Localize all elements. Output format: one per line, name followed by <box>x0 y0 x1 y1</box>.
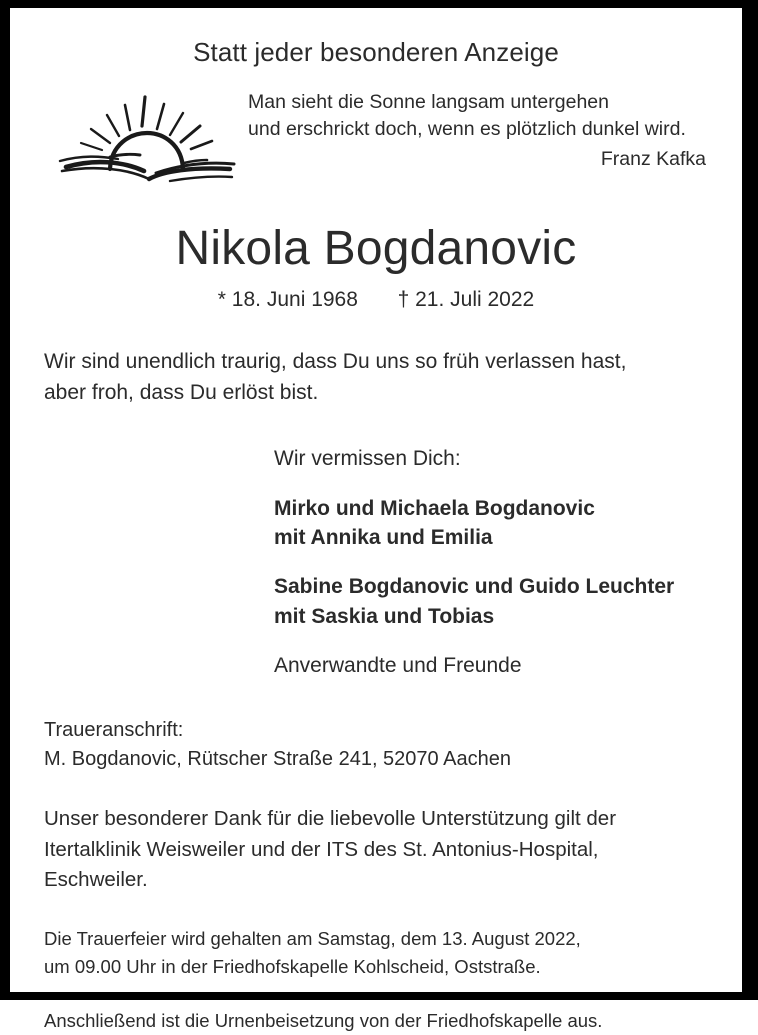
obituary-card <box>10 8 742 1031</box>
family-line: Sabine Bogdanovic und Guido Leuchter <box>274 575 675 599</box>
thanks-line: Unser besonderer Dank für die liebevolle Unterstützung gilt der <box>44 807 617 831</box>
thanks-line: Itertalklinik Weisweiler und der ITS des St. Antonius-Hospital, <box>44 837 599 861</box>
thanks-paragraph <box>44 804 708 895</box>
tribute-line: aber froh, dass Du erlöst bist. <box>44 381 319 405</box>
family-line: Mirko und Michaela Bogdanovic <box>274 496 595 520</box>
family-line: mit Saskia und Tobias <box>274 604 495 628</box>
interment-details <box>44 1007 708 1035</box>
family-others: Anverwandte und Freunde <box>274 654 522 678</box>
deceased-name: Nikola Bogdanovic <box>175 221 577 275</box>
birth-date: * 18. Juni 1968 <box>217 287 358 311</box>
service-line: um 09.00 Uhr in der Friedhofskapelle Kohlscheid, Oststraße. <box>44 956 541 978</box>
death-date: † 21. Juli 2022 <box>397 287 535 311</box>
service-line: Die Trauerfeier wird gehalten am Samstag, dem 13. August 2022, <box>44 928 581 950</box>
funeral-service-details <box>44 925 708 981</box>
interment-line: Anschließend ist die Urnenbeisetzung von der Friedhofskapelle aus. <box>44 1009 603 1031</box>
family-section <box>44 444 708 680</box>
rising-sun-icon <box>52 93 242 188</box>
family-line: mit Annika und Emilia <box>274 525 493 549</box>
life-dates <box>44 288 708 312</box>
page-title: Statt jeder besonderen Anzeige <box>193 37 559 67</box>
family-group <box>274 572 708 631</box>
quote-section <box>44 89 708 188</box>
family-group <box>274 494 708 553</box>
tribute-line: Wir sind unendlich traurig, dass Du uns so früh verlassen hast, <box>44 349 627 373</box>
quote-author: Franz Kafka <box>600 147 706 170</box>
address-label: Traueranschrift: <box>44 719 184 742</box>
quote-line: Man sieht die Sonne langsam untergehen <box>248 90 609 113</box>
family-intro: Wir vermissen Dich: <box>274 447 461 471</box>
tribute-paragraph <box>44 346 708 408</box>
address-line: M. Bogdanovic, Rütscher Straße 241, 52070 Aachen <box>44 748 511 771</box>
mourning-address <box>44 716 708 774</box>
quote-text-block <box>242 89 708 174</box>
quote-line: und erschrickt doch, wenn es plötzlich dunkel wird. <box>248 118 686 141</box>
thanks-line: Eschweiler. <box>44 868 148 892</box>
